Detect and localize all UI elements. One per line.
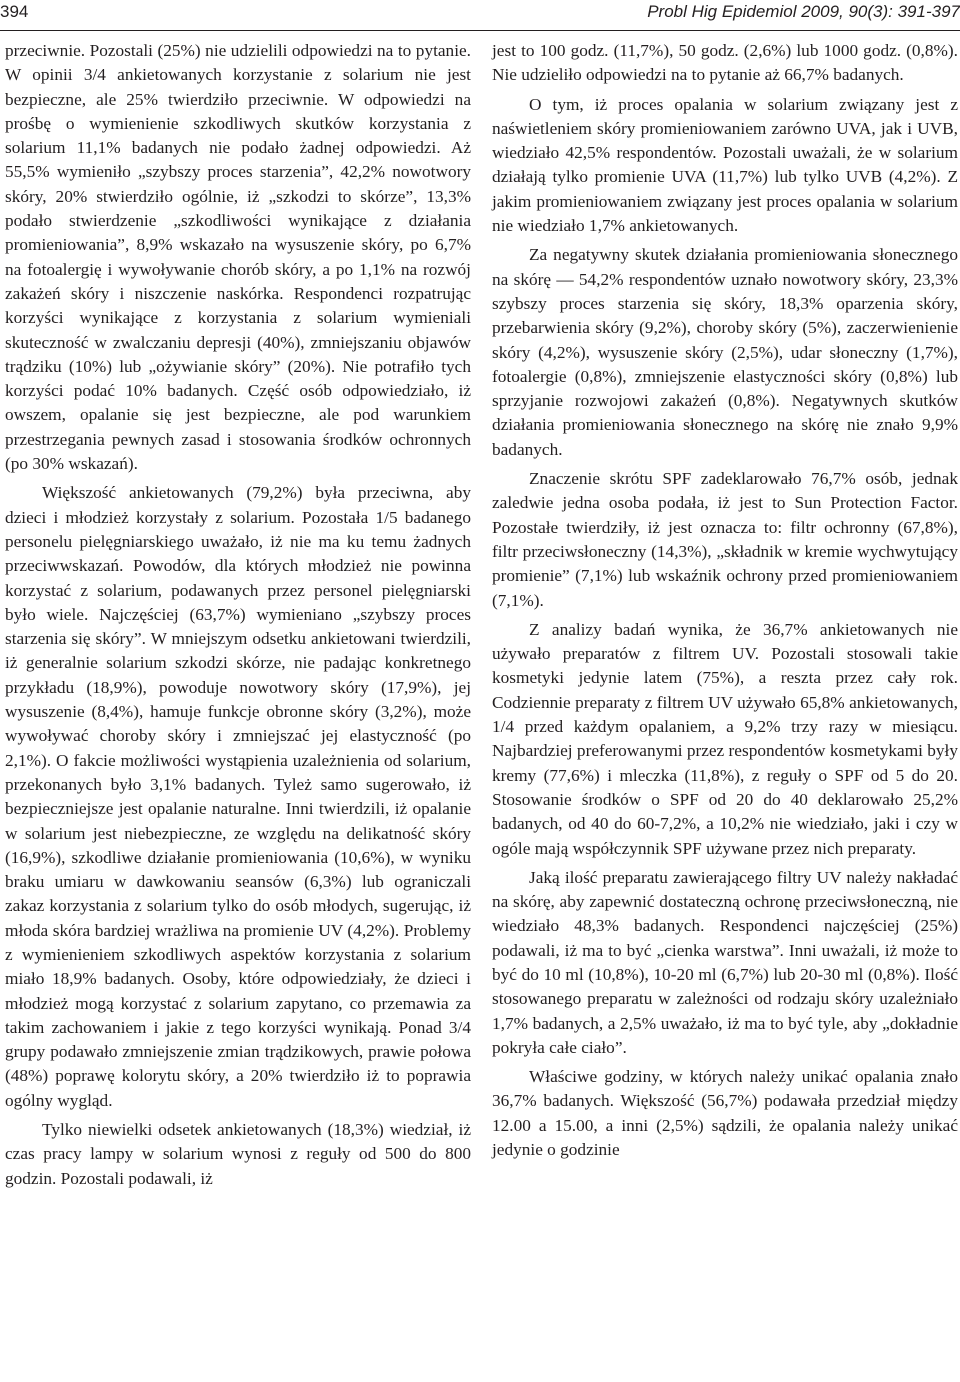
left-column (5, 39, 471, 1196)
paragraph: Większość ankietowanych (79,2%) była przeciwna, aby dzieci i młodzież korzystały z solarium. Pozostała 1/5 badanego personelu pielęgniarskiego uważało, iż nie ma ku temu żadnych przeciwwskazań. Powodów, dla których młodzież nie powinna korzystać z solarium, podawanych przez personel pielęgniarski było wiele. Najczęściej (63,7%) wymieniano „szybszy proces starzenia się skóry”. W mniejszym odsetku ankietowani twierdzili, iż generalnie solarium szkodzi skórze, nie padając konkretnego przykładu (18,9%), powoduje nowotwory skóry (17,9%), jej wysuszenie (8,4%), hamuje funkcje obronne skóry (3,2%), może wywoływać choroby skóry i zmniejszać jej elastyczność (po 2,1%). O fakcie możliwości wystąpienia uzależnienia od solarium, przekonanych było 3,1% badanych. Tyleż samo sugerowało, iż bezpieczniejsze jest opalanie naturalne. Inni twierdzili, iż opalanie w solarium jest niebezpieczne, ze względu na delikatność skóry (16,9%), szkodliwe działanie promieniowania (10,6%), w wyniku braku umiaru w dawkowaniu seansów (6,3%) lub ograniczali zakaz korzystania z solarium tylko do osób młodych, sugerując, iż młoda skóra bardziej wrażliwa na promienie UV (4,2%). Problemy z wymienieniem szkodliwych aspektów korzystania z solarium miało 18,9% badanych. Osoby, które odpowiedziały, że dzieci i młodzież mogą korzystać z solarium zapytano, co przemawia za takim zachowaniem i jakie z tego korzyści wynikają. Ponad 3/4 grupy podawało zmniejszenie zmian trądzikowych, prawie połowa (48%) poprawę kolorytu skóry, a 20% twierdziło iż to poprawia ogólny wygląd. (5, 483, 471, 1110)
page-header (0, 0, 960, 28)
right-column (492, 39, 958, 1167)
paragraph: Za negatywny skutek działania promieniowania słonecznego na skórę — 54,2% respondentów uznało nowotwory skóry, 23,3% szybszy proces starzenia się skóry, 18,3% oparzenia skóry, przebarwienia skóry (9,2%), choroby skóry (5%), zaczerwienienie skóry (4,2%), wysuszenie skóry (2,5%), udar słoneczny (1,7%), fotoalergie (0,8%), zmniejszenie elastyczności skóry (0,8%) lub sprzyjanie rozwojowi zakażeń (0,8%). Negatywnych skutków działania promieniowania słonecznego na skórę nie znało 9,9% badanych. (492, 245, 958, 459)
header-rule (0, 30, 960, 31)
paragraph: Tylko niewielki odsetek ankietowanych (18,3%) wiedział, iż czas pracy lampy w solarium wynosi z reguły od 500 do 800 godzin. Pozostali podawali, iż (5, 1120, 471, 1188)
paragraph: przeciwnie. Pozostali (25%) nie udzielili odpowiedzi na to pytanie. W opinii 3/4 ankietowanych korzystanie z solarium nie jest bezpieczne, ale 25% twierdziło przeciwnie. W odpowiedzi na prośbę o wymienienie szkodliwych skutków korzystania z solarium 11,1% badanych nie podało żadnej odpowiedzi. Aż 55,5% wymieniło „szybszy proces starzenia”, 42,2% nowotwory skóry, 20% stwierdziło ogólnie, iż „szkodzi to skórze”, 13,3% podało stwierdzenie „szkodliwości wynikające z działania promieniowania”, 8,9% wskazało na wysuszenie skóry, po 6,7% na fotoalergię i wywoływanie chorób skóry, a po 1,1% na rozwój zakażeń skóry i niszczenie naskórka. Respondenci rozpatrując korzyści wynikające z korzystania z solarium wymieniali skuteczność w zwalczaniu depresji (40%), zmniejszaniu objawów trądziku (10%) lub „ożywianie skóry” (20%). Nie potrafiło tych korzyści podać 10% badanych. Część osób odpowiedziało, iż owszem, opalanie się jest bezpieczne, ale pod warunkiem przestrzegania pewnych zasad i stosowania środków ochronnych (po 30% wskazań). (5, 41, 471, 474)
paragraph: O tym, iż proces opalania w solarium związany jest z naświetleniem skóry promieniowaniem zarówno UVA, jak i UVB, wiedziało 42,5% respondentów. Pozostali uważali, że w solarium działają tylko promienie UVA (11,7%) lub tylko UVB (4,2%). Z jakim promieniowaniem związany jest proces opalania w solarium nie wiedziało 1,7% ankietowanych. (492, 94, 958, 236)
paragraph: Z analizy badań wynika, że 36,7% ankietowanych nie używało preparatów z filtrem UV. Pozostali stosowali takie kosmetyki jedynie latem (75%), a reszta przez cały rok. Codziennie preparaty z filtrem UV używało 65,8% ankietowanych, 1/4 przed każdym opalaniem, a 9,2% trzy razy w miesiącu. Najbardziej preferowanymi przez respondentów kosmetykami były kremy (77,6%) i mleczka (11,8%), z reguły o SPF od 5 do 20. Stosowanie środków o SPF od 20 do 40 deklarowało 25,2% badanych, od 40 do 60-7,2%, a 10,2% nie wiedziało, jaki i czy w ogóle mają współczynnik SPF używane przez nich preparaty. (492, 619, 958, 858)
paragraph: jest to 100 godz. (11,7%), 50 godz. (2,6%) lub 1000 godz. (0,8%). Nie udzieliło odpowiedzi na to pytanie aż 66,7% badanych. (492, 41, 958, 85)
page-number: 394 (0, 2, 29, 21)
paragraph: Jaką ilość preparatu zawierającego filtry UV należy nakładać na skórę, aby zapewnić dostateczną ochronę przeciwsłoneczną, nie wiedziało 48,3% badanych. Respondenci najczęściej (25%) podawali, iż ma to być „cienka warstwa”. Inni uważali, iż może to być do 10 ml (10,8%), 10-20 ml (6,7%) lub 20-30 ml (0,8%). Ilość stosowanego preparatu w zależności od rodzaju skóry uzależniało 1,7% badanych, a 2,5% uważało, iż ma to być tyle, aby „dokładnie pokryła całe ciało”. (492, 867, 958, 1057)
paragraph: Właściwe godziny, w których należy unikać opalania znało 36,7% badanych. Większość (56,7%) podawała przedział między 12.00 a 15.00, a inni (2,5%) sądzili, że opalania należy unikać jedynie o godzinie (492, 1067, 958, 1160)
journal-reference: Probl Hig Epidemiol 2009, 90(3): 391-397 (647, 2, 960, 21)
paragraph: Znaczenie skrótu SPF zadeklarowało 76,7% osób, jednak zaledwie jedna osoba podała, iż jest to Sun Protection Factor. Pozostałe twierdziły, iż jest oznacza to: filtr ochronny (67,8%), filtr przeciwsłoneczny (14,3%), „składnik w kremie wychwytujący promienie” (7,1%) lub wskaźnik ochrony przed promieniowaniem (7,1%). (492, 469, 958, 610)
